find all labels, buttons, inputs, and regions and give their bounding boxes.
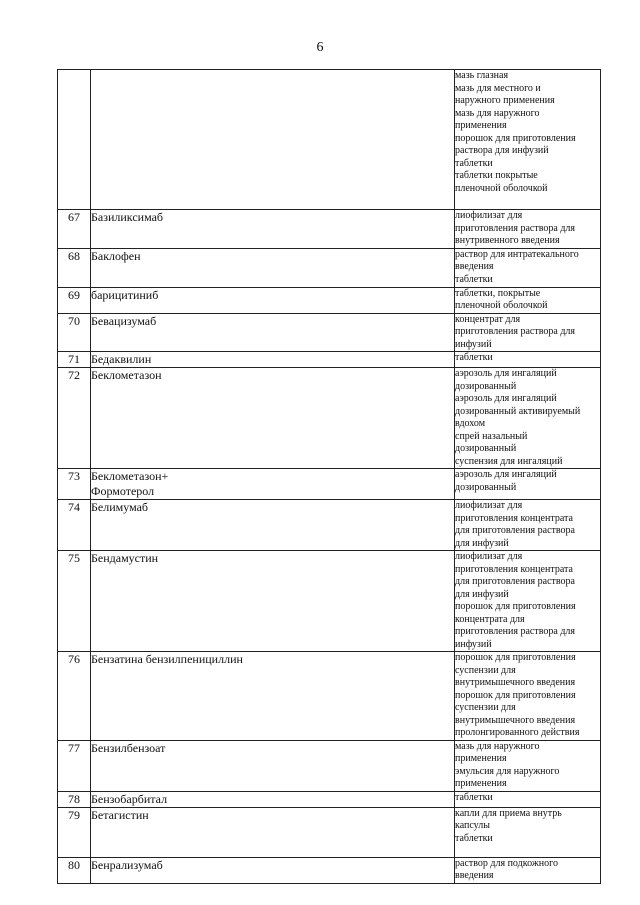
drug-name: Бензатина бензилпенициллин [91, 652, 455, 741]
table-row [58, 551, 601, 652]
dosage-form: лиофилизат для приготовления концентрата для приготовления раствора для инфузий [455, 551, 575, 600]
dosage-form: раствор для подкожного введения [455, 857, 558, 881]
row-number [58, 70, 91, 210]
dosage-forms-cell [455, 857, 601, 883]
dosage-forms-cell [455, 70, 601, 210]
dosage-forms-cell [455, 791, 601, 807]
row-number: 75 [58, 551, 91, 652]
dosage-forms-cell [455, 652, 601, 741]
drug-name: Бензилбензоат [91, 740, 455, 791]
row-number: 78 [58, 791, 91, 807]
table-row [58, 740, 601, 791]
dosage-form: эмульсия для наружного применения [455, 765, 560, 789]
dosage-form: суспензия для ингаляций [455, 455, 563, 467]
drug-list-table [57, 69, 601, 884]
dosage-form: аэрозоль для ингаляций дозированный [455, 368, 557, 392]
dosage-form: мазь для наружного применения [455, 107, 540, 131]
dosage-form: мазь для местного и наружного применения [455, 82, 555, 106]
dosage-form: таблетки [455, 273, 493, 285]
dosage-form: порошок для приготовления раствора для инфузий [455, 132, 576, 156]
row-number: 71 [58, 352, 91, 368]
row-number: 80 [58, 857, 91, 883]
page-number: 6 [316, 40, 324, 55]
dosage-form: порошок для приготовления суспензии для внутримышечного введения пролонгированного действия [455, 689, 580, 738]
drug-name: Бендамустин [91, 551, 455, 652]
row-number: 77 [58, 740, 91, 791]
drug-name: Бедаквилин [91, 352, 455, 368]
dosage-forms-cell [455, 807, 601, 857]
dosage-form: таблетки, покрытые пленочной оболочкой [455, 287, 548, 311]
row-number: 76 [58, 652, 91, 741]
table-row [58, 652, 601, 741]
dosage-form: раствор для интратекального введения [455, 248, 579, 272]
table-row [58, 287, 601, 313]
dosage-forms-cell [455, 313, 601, 352]
dosage-form: мазь для наружного применения [455, 740, 540, 764]
dosage-form: концентрат для приготовления раствора для инфузий [455, 313, 575, 350]
table-row [58, 248, 601, 287]
drug-name: барицитиниб [91, 287, 455, 313]
dosage-forms-cell [455, 368, 601, 469]
dosage-form: лиофилизат для приготовления раствора для внутривенного введения [455, 210, 575, 246]
row-number: 73 [58, 469, 91, 500]
dosage-forms-cell [455, 287, 601, 313]
drug-name: Беклометазон+ Формотерол [91, 469, 455, 500]
row-number: 70 [58, 313, 91, 352]
dosage-forms-cell [455, 248, 601, 287]
dosage-form: порошок для приготовления концентрата для приготовления раствора для инфузий [455, 601, 576, 650]
table-row [58, 807, 601, 857]
table-row [58, 70, 601, 210]
drug-name: Бенрализумаб [91, 857, 455, 883]
dosage-form: капли для приема внутрь [455, 807, 562, 819]
dosage-form: аэрозоль для ингаляций дозированный активируемый вдохом [455, 393, 581, 429]
dosage-forms-cell [455, 740, 601, 791]
drug-name [91, 70, 455, 210]
row-number: 72 [58, 368, 91, 469]
dosage-forms-cell [455, 210, 601, 249]
table-row [58, 313, 601, 352]
dosage-form: порошок для приготовления суспензии для внутримышечного введения [455, 652, 576, 688]
drug-name: Беклометазон [91, 368, 455, 469]
dosage-form: таблетки [455, 157, 493, 169]
table-row [58, 791, 601, 807]
dosage-form: лиофилизат для приготовления концентрата для приготовления раствора для инфузий [455, 500, 575, 549]
drug-name: Бензобарбитал [91, 791, 455, 807]
dosage-forms-cell [455, 500, 601, 551]
dosage-forms-cell [455, 551, 601, 652]
drug-name: Белимумаб [91, 500, 455, 551]
dosage-form: таблетки [455, 791, 493, 803]
dosage-form: аэрозоль для ингаляций дозированный [455, 469, 557, 493]
drug-name: Бетагистин [91, 807, 455, 857]
row-number: 68 [58, 248, 91, 287]
row-number: 67 [58, 210, 91, 249]
row-number: 69 [58, 287, 91, 313]
table-row [58, 500, 601, 551]
dosage-form: таблетки [455, 352, 493, 363]
table-row [58, 352, 601, 368]
row-number: 79 [58, 807, 91, 857]
dosage-form: спрей назальный дозированный [455, 430, 528, 454]
table-row [58, 469, 601, 500]
row-number: 74 [58, 500, 91, 551]
table-row [58, 210, 601, 249]
drug-name: Базиликсимаб [91, 210, 455, 249]
drug-list-body [58, 70, 601, 884]
dosage-form: мазь глазная [455, 70, 509, 81]
dosage-forms-cell [455, 469, 601, 500]
dosage-form: капсулы [455, 820, 490, 831]
drug-name: Бевацизумаб [91, 313, 455, 352]
table-row [58, 368, 601, 469]
dosage-form: таблетки [455, 832, 493, 844]
drug-name: Баклофен [91, 248, 455, 287]
dosage-forms-cell [455, 352, 601, 368]
table-row [58, 857, 601, 883]
dosage-form: таблетки покрытые пленочной оболочкой [455, 170, 548, 194]
